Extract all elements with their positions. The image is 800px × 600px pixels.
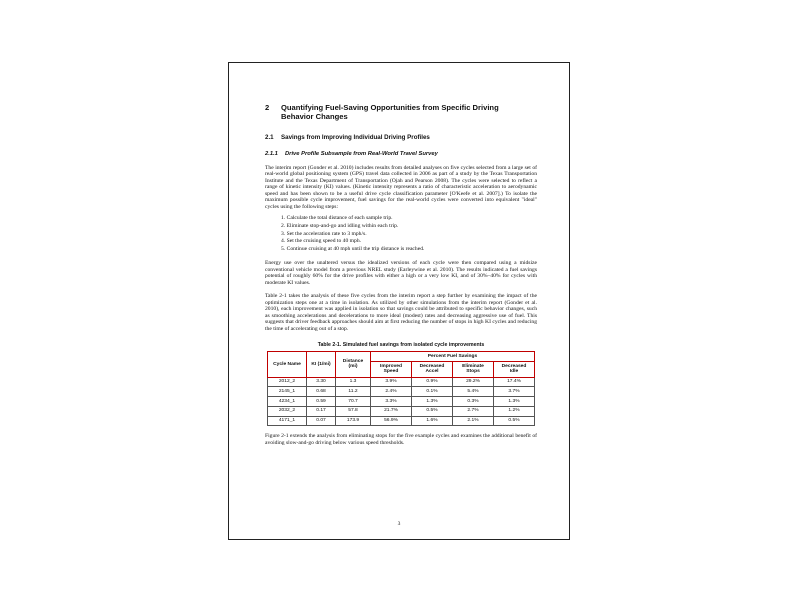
- page-number: 3: [397, 521, 401, 527]
- table-row: [268, 377, 535, 387]
- list-item: 1. Calculate the total distance of each sample trip.: [281, 215, 393, 222]
- table-cell: 0.9%: [412, 377, 453, 387]
- table-cell: 0.68: [307, 387, 336, 397]
- table-cell: 4234_1: [268, 397, 307, 407]
- table-cell: 2.1%: [453, 416, 494, 426]
- header-decreased-accel: Decreased Accel: [412, 362, 453, 377]
- table-cell: 1.3%: [412, 397, 453, 407]
- table-cell: 0.07: [307, 416, 336, 426]
- table-cell: 21.7%: [371, 406, 412, 416]
- ordered-list: [281, 215, 537, 253]
- table-header: [268, 352, 535, 377]
- header-eliminate-stops: Eliminate Stops: [453, 362, 494, 377]
- table-cell: 2.7%: [453, 406, 494, 416]
- table-cell: 70.7: [336, 397, 371, 407]
- table-cell: 29.2%: [453, 377, 494, 387]
- table-cell: 0.1%: [412, 387, 453, 397]
- table-row: [268, 406, 535, 416]
- table-cell: 2.4%: [371, 387, 412, 397]
- table-cell: 0.5%: [412, 406, 453, 416]
- table-row: [268, 397, 535, 407]
- table-caption: Table 2-1. Simulated fuel savings from isolated cycle improvements: [317, 342, 485, 349]
- header-cycle-name: Cycle Name: [268, 352, 307, 377]
- table-cell: 2145_1: [268, 387, 307, 397]
- list-item: 4. Set the cruising speed to 40 mph.: [281, 238, 362, 245]
- header-distance: Distance (mi): [336, 352, 371, 377]
- header-percent-fuel-savings: Percent Fuel Savings: [371, 352, 535, 362]
- fuel-savings-table: [267, 351, 535, 426]
- table-cell: 0.5%: [494, 416, 535, 426]
- subsubsection-heading: [265, 151, 537, 158]
- table-cell: 1.3%: [494, 397, 535, 407]
- table-cell: 3.3%: [371, 397, 412, 407]
- table-cell: 1.2%: [494, 406, 535, 416]
- section-number: 2: [265, 103, 270, 112]
- table-row: [268, 387, 535, 397]
- subsection-number: 2.1: [265, 134, 274, 142]
- table-cell: 0.59: [307, 397, 336, 407]
- paragraph-3: Table 2-1 takes the analysis of these five cycles from the interim report a step further by examining the impact of the optimization steps one at a time in isolation. As utilized by other simulations from the interim report (Gonder et al. 2010), each improvement was applied in isolation so that savings could be attributed to specific behavior changes, such as smoothing accelerations and decelerations to more ideal (modest) rates and decreasing aggressive use of fuel. This suggests that driver feedback approaches should aim at first reducing the number of stops in high KI cycles and reducing the time of accelerating out of a stop.: [265, 293, 537, 332]
- header-improved-speed: Improved Speed: [371, 362, 412, 377]
- list-item: 3. Set the acceleration rate to 3 mph/s.: [281, 230, 367, 237]
- paragraph-4: Figure 2-1 extends the analysis from eliminating stops for the five example cycles and examines the additional benefit of avoiding slow-and-go driving below various speed thresholds.: [265, 433, 537, 446]
- table-cell: 2032_2: [268, 406, 307, 416]
- table-cell: 0.3%: [453, 397, 494, 407]
- table-cell: 1.6%: [412, 416, 453, 426]
- table-cell: 0.17: [307, 406, 336, 416]
- table-cell: 2012_2: [268, 377, 307, 387]
- subsection-heading: [265, 134, 537, 142]
- section-heading: [265, 103, 537, 121]
- table-cell: 17.4%: [494, 377, 535, 387]
- subsection-title: Savings from Improving Individual Driving Profiles: [281, 134, 430, 142]
- header-decreased-idle: Decreased Idle: [494, 362, 535, 377]
- paragraph-1: The interim report (Gonder et al. 2010) includes results from detailed analyses on five cycles selected from a large set of real-world global positioning system (GPS) travel data collected in 2006 as part of a study by the Texas Transportation Institute and the Texas Department of Transportation (Ojah and Pearson 2008). The cycles were selected to reflect a range of kinetic intensity (KI) values. (Kinetic intensity represents a ratio of characteristic acceleration to aerodynamic speed and has been shown to be a useful drive cycle classification parameter [O'Keefe et al. 2007].) To isolate the maximum possible cycle improvement, fuel savings for the real-world cycles were converted into equivalent "ideal" cycles using the following steps:: [265, 164, 537, 210]
- table-body: [268, 377, 535, 426]
- table-cell: 56.9%: [371, 416, 412, 426]
- table-cell: 57.8: [336, 406, 371, 416]
- report-page: [228, 62, 570, 540]
- table-cell: 173.9: [336, 416, 371, 426]
- table-cell: 3.30: [307, 377, 336, 387]
- table-row: [268, 416, 535, 426]
- header-ki: KI (1/mi): [307, 352, 336, 377]
- list-item: 5. Continue cruising at 40 mph until the trip distance is reached.: [281, 245, 425, 252]
- table-cell: 3.9%: [371, 377, 412, 387]
- table-cell: 4171_1: [268, 416, 307, 426]
- table-cell: 5.4%: [453, 387, 494, 397]
- table-cell: 11.2: [336, 387, 371, 397]
- subsubsection-title: Drive Profile Subsample from Real-World Travel Survey: [285, 150, 438, 157]
- section-title: Quantifying Fuel-Saving Opportunities from Specific Driving Behavior Changes: [281, 103, 499, 122]
- table-cell: 3.7%: [494, 387, 535, 397]
- list-item: 2. Eliminate stop-and-go and idling within each trip.: [281, 223, 399, 229]
- paragraph-2: Energy use over the unaltered versus the idealized versions of each cycle were then compared using a midsize conventional vehicle model from a previous NREL study (Earleywine et al. 2010). The results indicated a fuel savings potential of roughly 60% for the drive profiles with either a high or a very low KI, and of 30%–40% for cycles with moderate KI values.: [265, 260, 537, 286]
- table-cell: 1.3: [336, 377, 371, 387]
- subsubsection-number: 2.1.1: [265, 150, 278, 157]
